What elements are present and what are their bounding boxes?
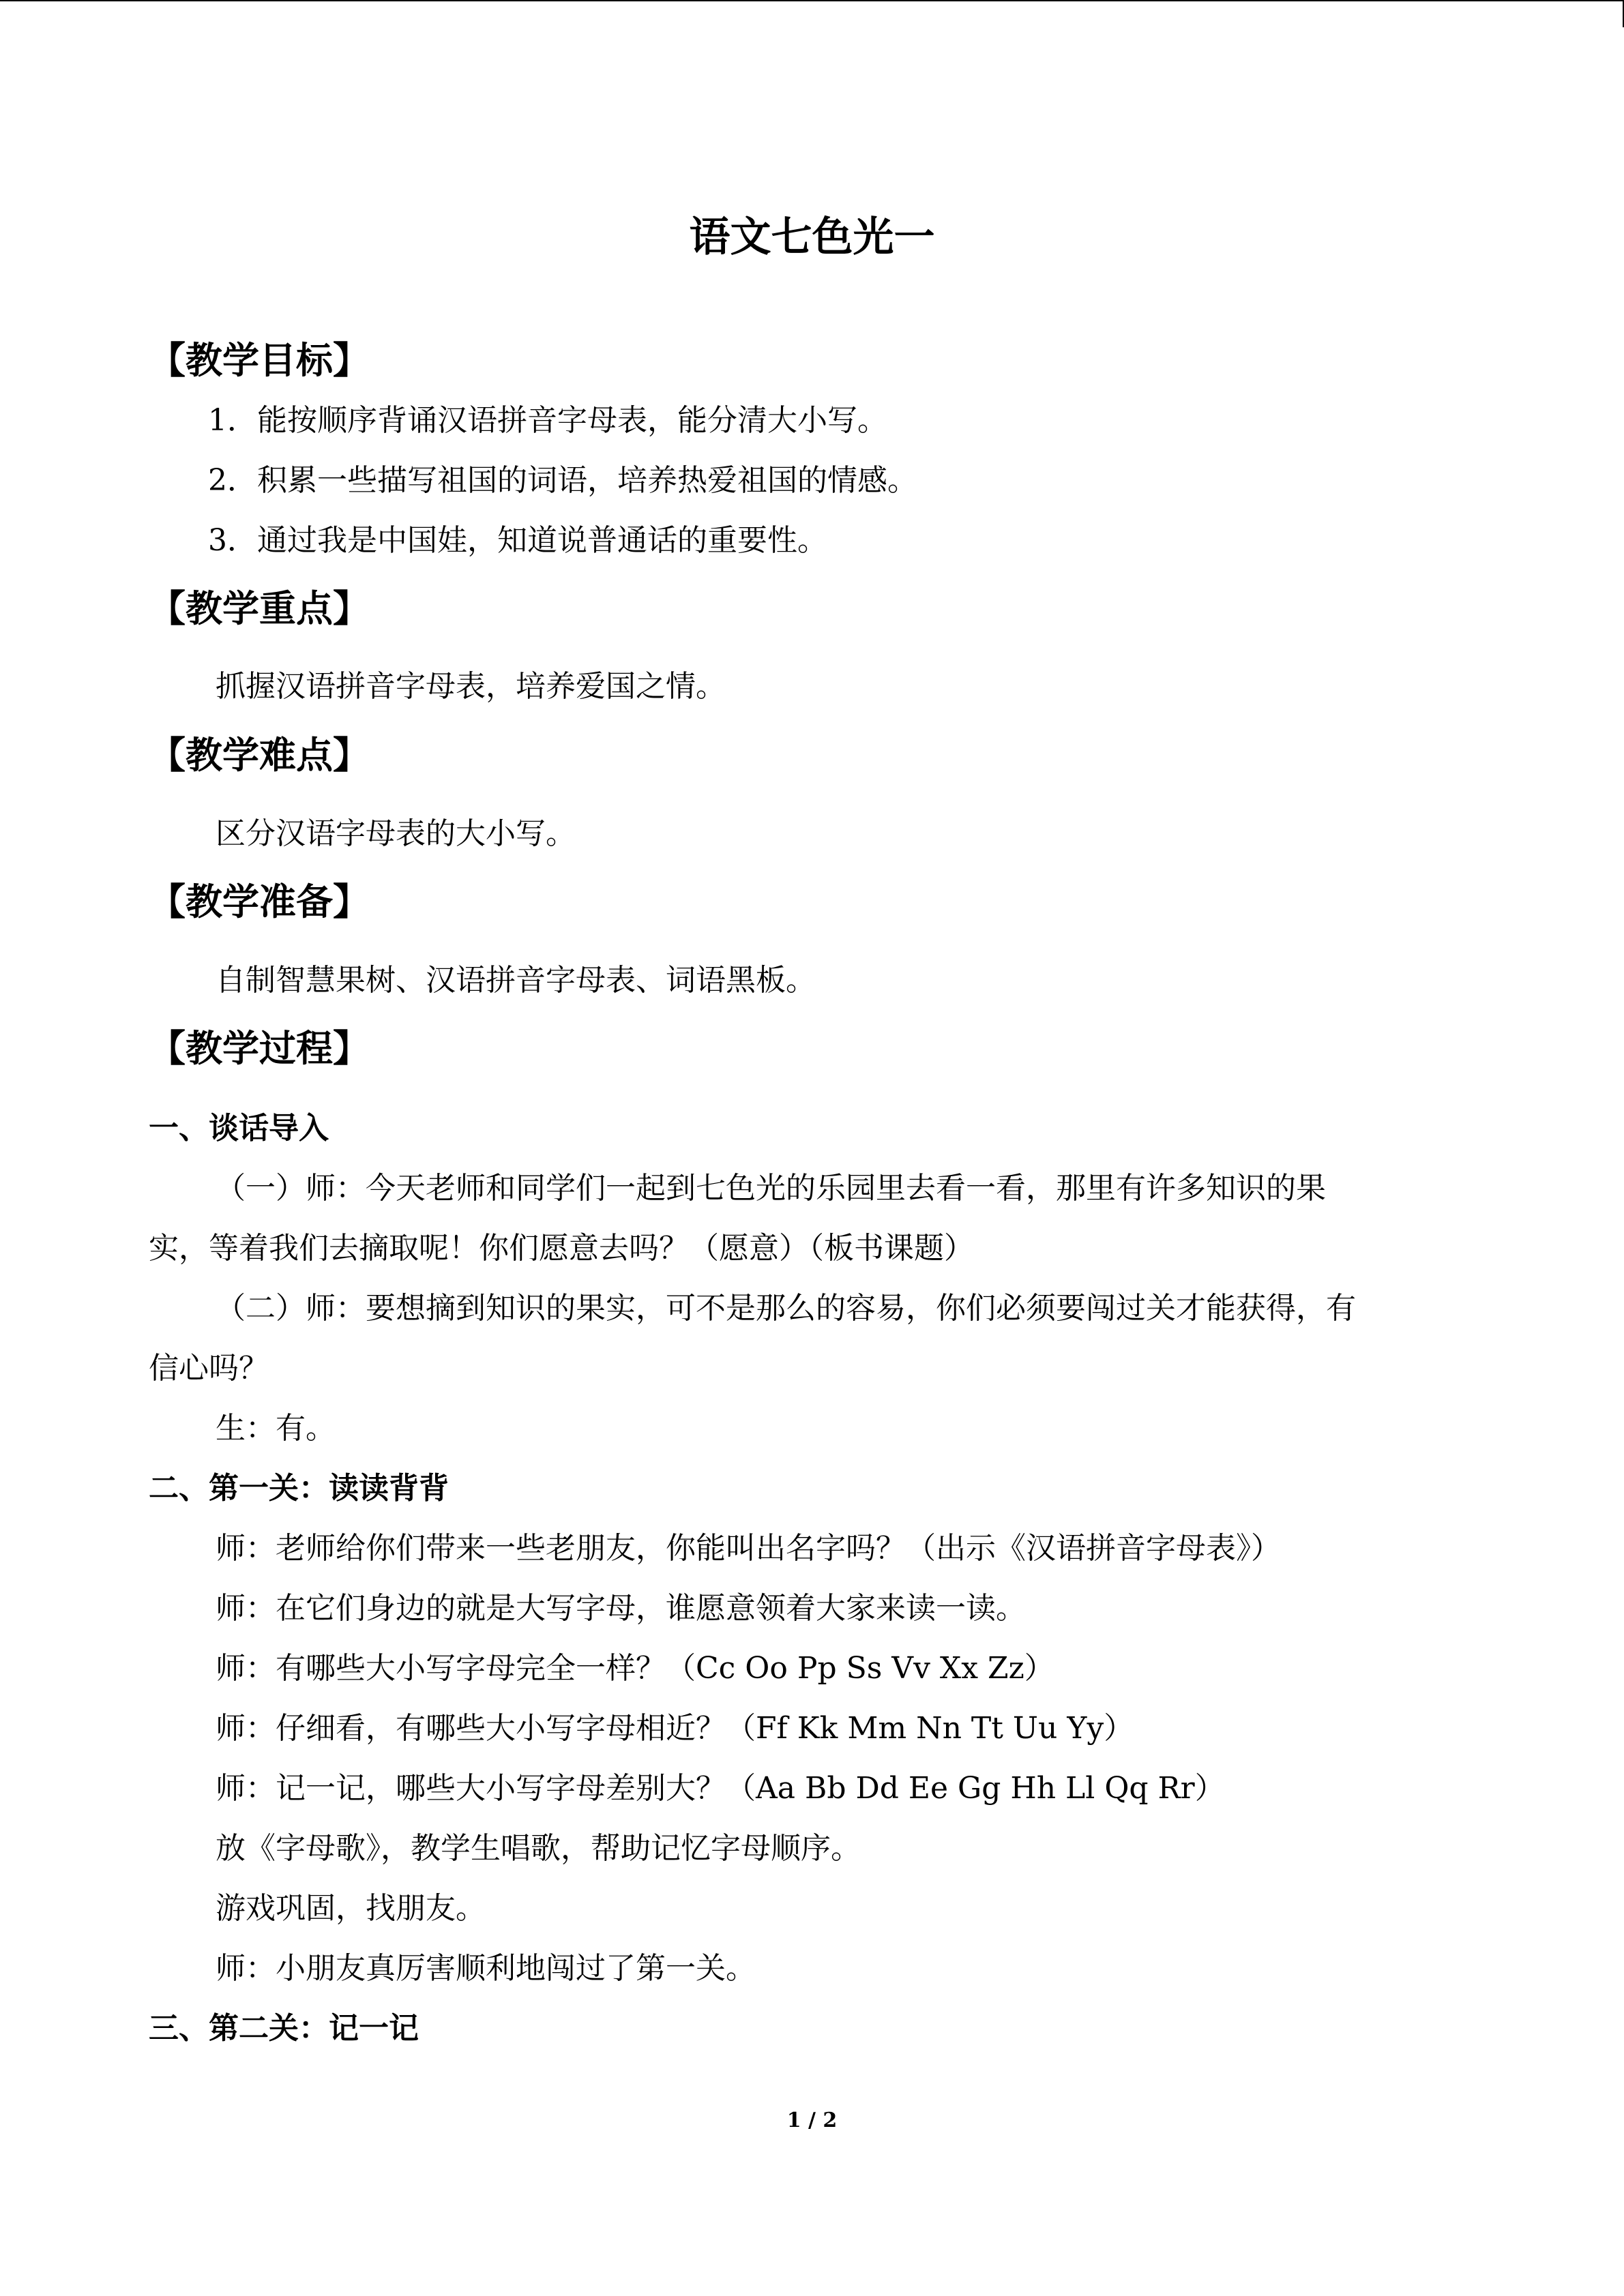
part2-line-1: 师：老师给你们带来一些老朋友，你能叫出名字吗？（出示《汉语拼音字母表》） xyxy=(216,1531,1281,1566)
top-border xyxy=(0,0,1624,1)
part2-line-7: 游戏巩固，找朋友。 xyxy=(216,1891,486,1926)
part1-paragraph-2-line-2: 信心吗？ xyxy=(149,1351,269,1386)
part2-heading: 二、第一关：读读背背 xyxy=(149,1471,449,1506)
key-points-text: 抓握汉语拼音字母表，培养爱国之情。 xyxy=(216,669,726,704)
goal-item-3: 3．通过我是中国娃，知道说普通话的重要性。 xyxy=(208,523,827,558)
part2-line-8: 师：小朋友真厉害顺利地闯过了第一关。 xyxy=(216,1951,756,1986)
heading-preparation: 【教学准备】 xyxy=(149,880,370,923)
page-number: 1 / 2 xyxy=(786,2108,838,2132)
difficulties-text: 区分汉语字母表的大小写。 xyxy=(216,816,576,851)
part1-paragraph-1-line-1: （一）师：今天老师和同学们一起到七色光的乐园里去看一看，那里有许多知识的果 xyxy=(216,1171,1326,1206)
part2-line-6: 放《字母歌》，教学生唱歌，帮助记忆字母顺序。 xyxy=(216,1831,861,1866)
page-title: 语文七色光一 xyxy=(689,213,935,261)
heading-goals: 【教学目标】 xyxy=(149,338,370,382)
preparation-text: 自制智慧果树、汉语拼音字母表、词语黑板。 xyxy=(216,963,816,998)
part1-paragraph-2-line-1: （二）师：要想摘到知识的果实，可不是那么的容易，你们必须要闯过关才能获得，有 xyxy=(216,1291,1356,1326)
goal-item-1: 1．能按顺序背诵汉语拼音字母表，能分清大小写。 xyxy=(208,403,887,438)
heading-process: 【教学过程】 xyxy=(149,1026,370,1070)
part1-heading: 一、谈话导入 xyxy=(149,1111,329,1146)
part2-line-4: 师：仔细看，有哪些大小写字母相近？（Ff Kk Mm Nn Tt Uu Yy） xyxy=(216,1711,1134,1746)
part2-line-2: 师：在它们身边的就是大写字母，谁愿意领着大家来读一读。 xyxy=(216,1591,1026,1626)
part3-heading: 三、第二关：记一记 xyxy=(149,2011,419,2046)
part1-paragraph-3: 生：有。 xyxy=(216,1411,336,1446)
heading-key-points: 【教学重点】 xyxy=(149,586,370,630)
part2-line-3: 师：有哪些大小写字母完全一样？（Cc Oo Pp Ss Vv Xx Zz） xyxy=(216,1651,1054,1686)
part2-line-5: 师：记一记，哪些大小写字母差别大？（Aa Bb Dd Ee Gg Hh Ll Qq Rr） xyxy=(216,1771,1225,1806)
heading-difficulties: 【教学难点】 xyxy=(149,733,370,777)
part1-paragraph-1-line-2: 实，等着我们去摘取呢！你们愿意去吗？（愿意）（板书课题） xyxy=(149,1231,974,1266)
goal-item-2: 2．积累一些描写祖国的词语，培养热爱祖国的情感。 xyxy=(208,463,917,498)
